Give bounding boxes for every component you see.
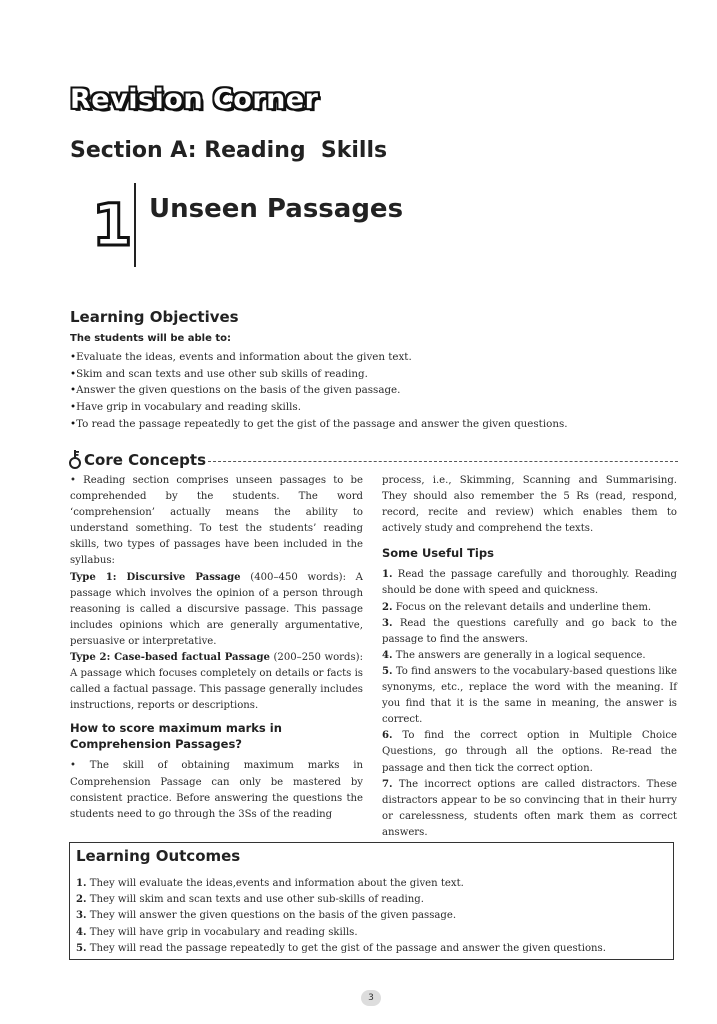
list-item: 5. To find answers to the vocabulary-based questions like synonyms, etc., replace the word with the meaning. If you find that it is the same in meaning, the answer is correct. [382, 665, 677, 726]
list-item: 5. They will read the passage repeatedly to get the gist of the passage and answer the given questions. [76, 942, 606, 954]
chapter-divider [134, 183, 136, 267]
section-title: Section A: Reading Skills [70, 138, 388, 163]
list-item: • Evaluate the ideas, events and information about the given text. [70, 349, 568, 366]
type1-paragraph [70, 570, 363, 650]
learning-objectives-subheading: The students will be able to: [70, 333, 232, 344]
learning-objectives-heading: Learning Objectives [70, 308, 239, 326]
list-item: • Skim and scan texts and use other sub skills of reading. [70, 366, 568, 383]
type2-label: Type 2: Case-based factual Passage [70, 652, 270, 664]
type2-text: (200–250 words): A passage which focuses completely on details or facts is called a factual passage. This passage generally includes instructions, reports or descriptions. [70, 652, 363, 712]
dashed-divider [208, 461, 678, 462]
list-item: 4. They will have grip in vocabulary and reading skills. [76, 926, 358, 938]
learning-objectives-list [70, 349, 568, 433]
type1-text: (400–450 words): A passage which involves the opinion of a person through reasoning is called a discursive passage. This passage includes opinions which are generally argumentative, persuasive or interpretative. [70, 571, 363, 647]
learning-outcomes-heading: Learning Outcomes [76, 847, 241, 865]
revision-corner-banner: Revision Corner [70, 84, 319, 115]
list-item: 3. Read the questions carefully and go back to the passage to find the answers. [382, 617, 677, 645]
list-item: • Answer the given questions on the basis of the given passage. [70, 382, 568, 399]
list-item: 1. They will evaluate the ideas,events and information about the given text. [76, 878, 464, 889]
list-item: 2. They will skim and scan texts and use other sub-skills of reading. [76, 894, 424, 906]
list-item: 7. The incorrect options are called distractors. These distractors appear to be so convincing that in their hurry or carelessness, students often mark them as correct answers. [382, 778, 677, 838]
score-heading: How to score maximum marks in Comprehension Passages? [70, 721, 282, 752]
list-item: • Have grip in vocabulary and reading skills. [70, 399, 568, 416]
chapter-number: 1 [92, 191, 133, 259]
score-paragraph: • The skill of obtaining maximum marks in Comprehension Passage can only be mastered by consistent practice. Before answering the questions the students need to go through the 3Ss of the reading [70, 760, 363, 820]
list-item: 1. Read the passage carefully and thoroughly. Reading should be done with speed and quickness. [382, 569, 677, 597]
learning-outcomes-list [76, 876, 606, 957]
score-paragraph-continued: process, i.e., Skimming, Scanning and Summarising. They should also remember the 5 Rs (read, respond, record, recite and review) which enables them to actively study and comprehend the texts. [382, 475, 677, 535]
list-item: 3. They will answer the given questions on the basis of the given passage. [76, 910, 457, 922]
core-concepts-right-column [382, 473, 677, 841]
key-icon [68, 449, 82, 469]
core-concepts-header [68, 449, 678, 471]
intro-paragraph: • Reading section comprises unseen passages to be comprehended by the students. The word ‘comprehension’ actually means the ability to understand something. To test the students’ reading skills, two types of passages have been included in the syllabus: [70, 475, 363, 567]
tips-list [382, 567, 677, 841]
learning-outcomes-box [69, 842, 674, 960]
core-concepts-heading: Core Concepts [84, 451, 206, 469]
list-item: 4. The answers are generally in a logical sequence. [382, 649, 646, 661]
chapter-title: Unseen Passages [149, 194, 404, 224]
list-item: 2. Focus on the relevant details and underline them. [382, 601, 652, 613]
page-number: 3 [361, 990, 381, 1006]
list-item: 6. To find the correct option in Multiple Choice Questions, go through all the options. Re-read the passage and then tick the correct option. [382, 730, 677, 774]
type1-label: Type 1: Discursive Passage [70, 571, 241, 583]
list-item: • To read the passage repeatedly to get the gist of the passage and answer the given questions. [70, 416, 568, 433]
tips-heading: Some Useful Tips [382, 546, 494, 561]
core-concepts-left-column [70, 473, 363, 823]
type2-paragraph [70, 650, 363, 714]
